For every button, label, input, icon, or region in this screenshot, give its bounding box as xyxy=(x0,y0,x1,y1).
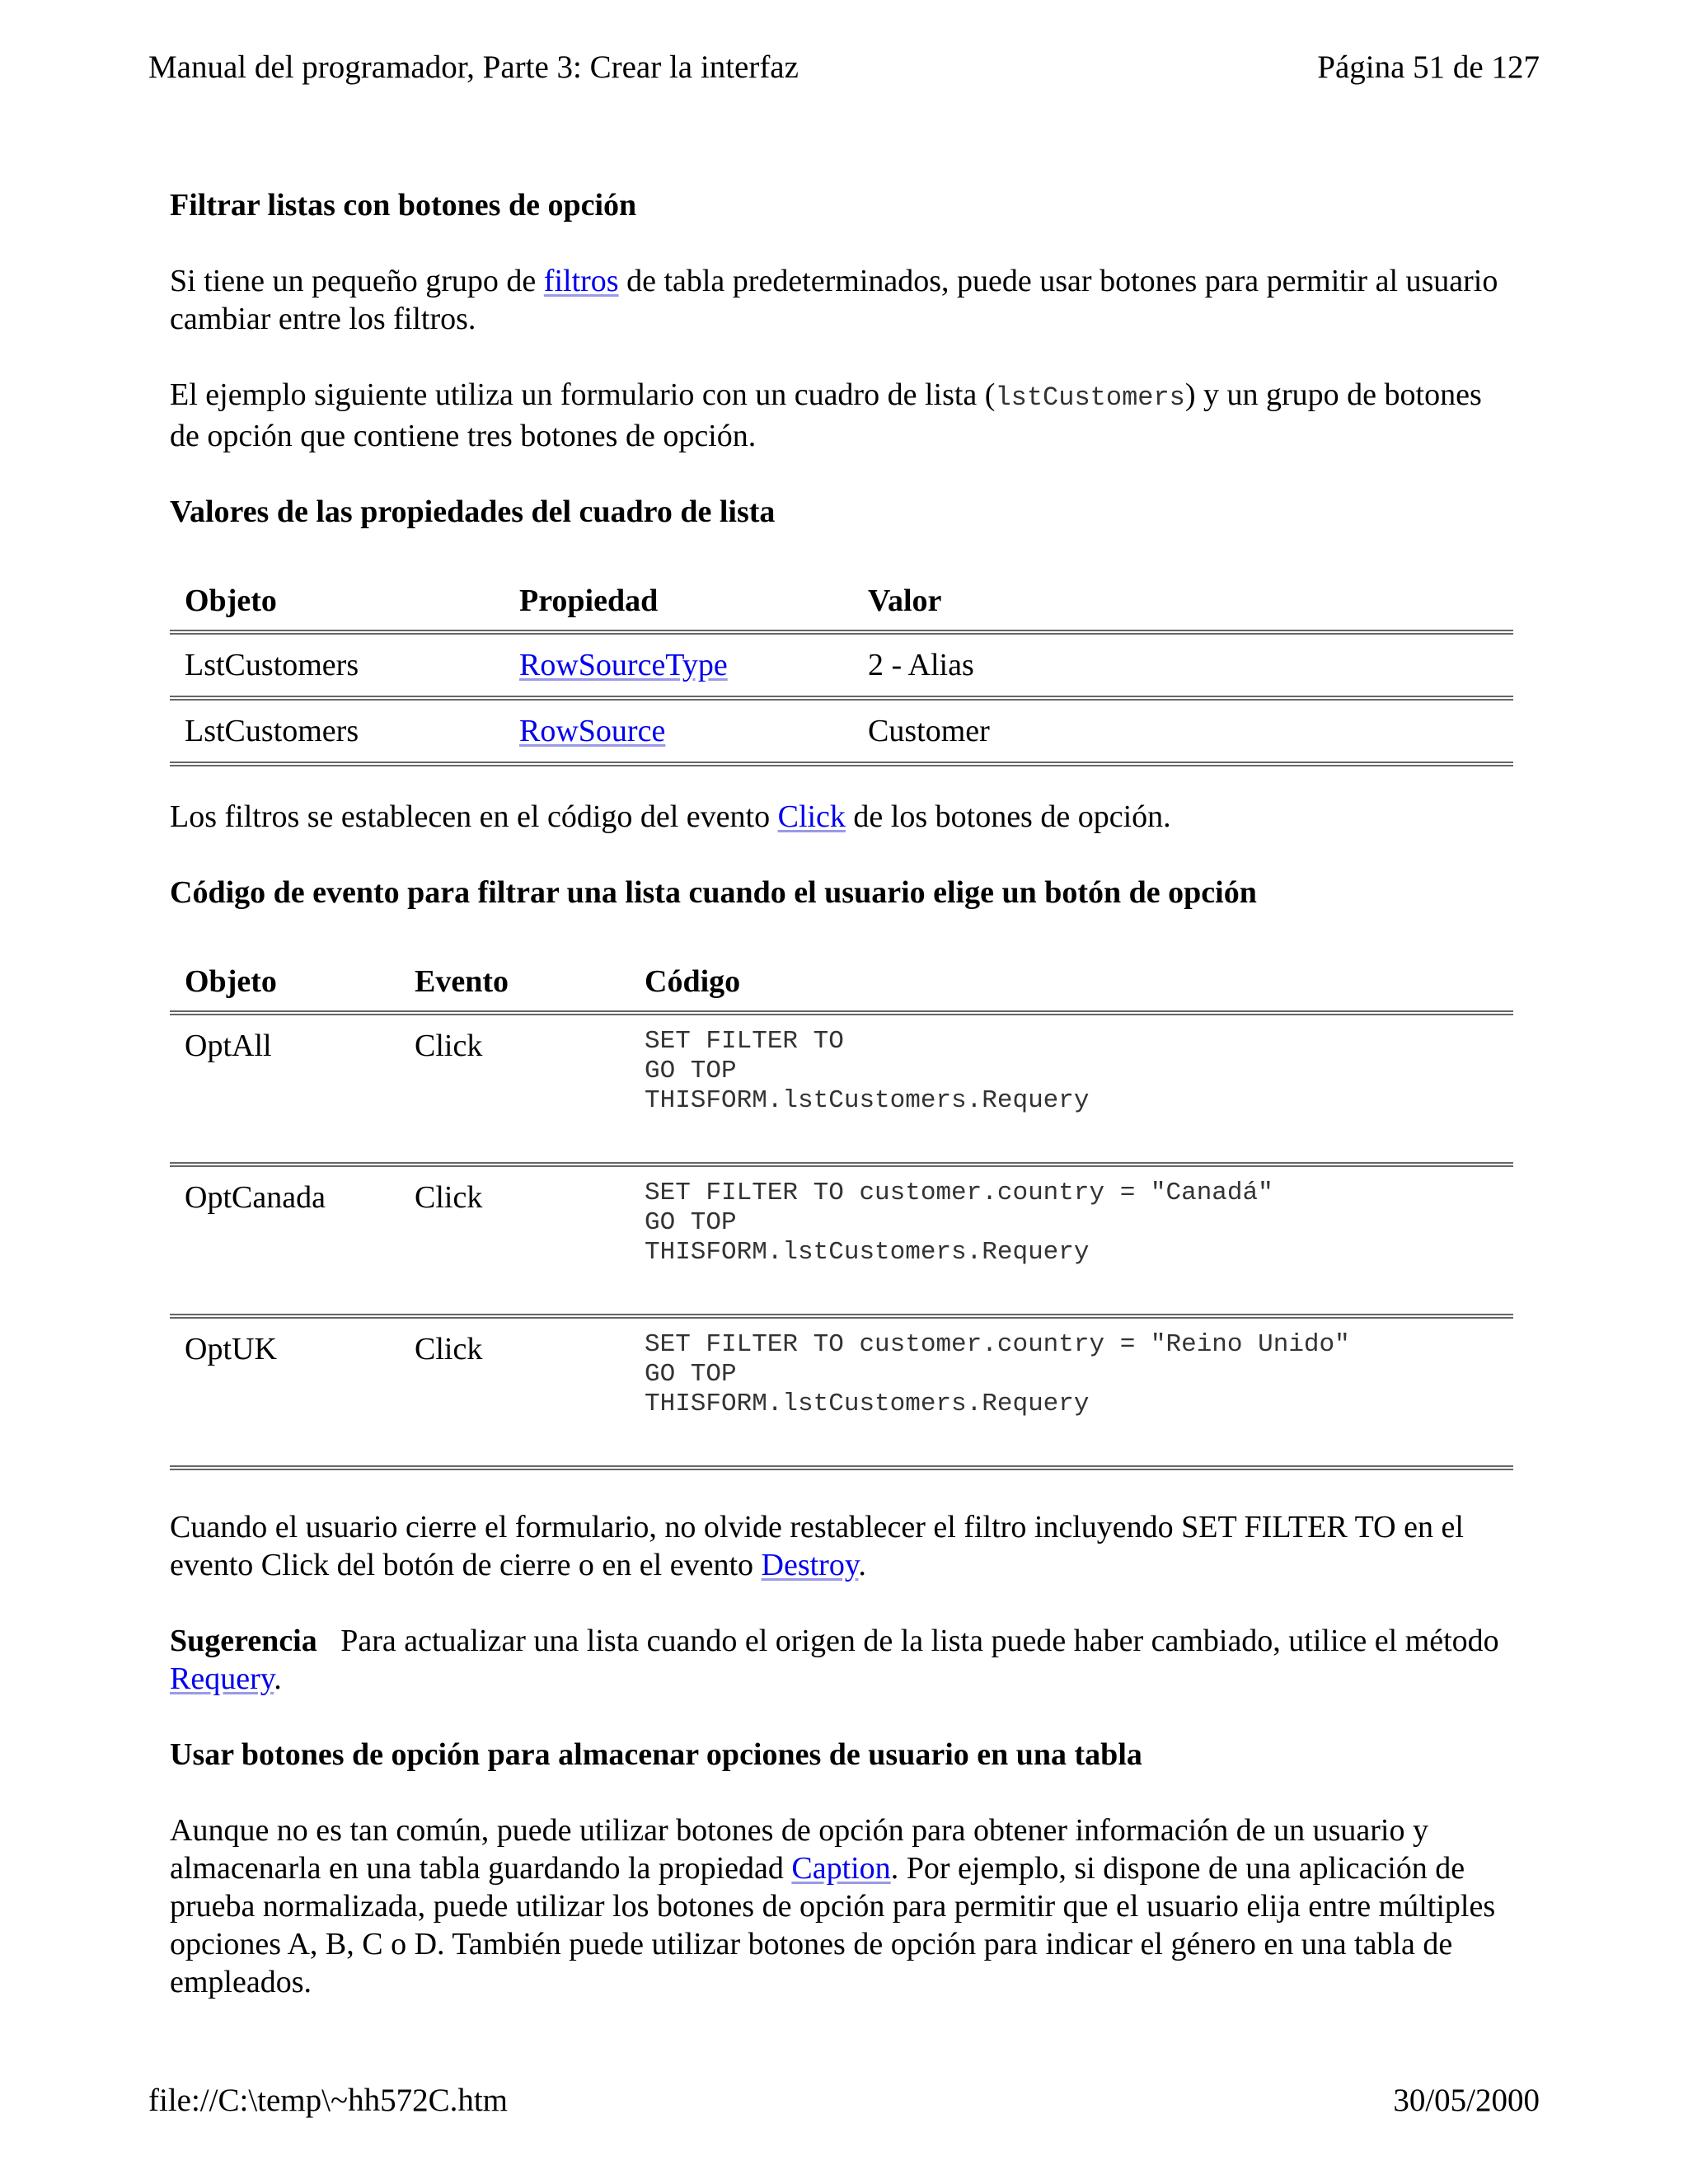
header-title: Manual del programador, Parte 3: Crear la interfaz xyxy=(148,49,799,85)
code-line: SET FILTER TO customer.country = "Canadá" xyxy=(645,1179,1273,1207)
section-title-almacenar: Usar botones de opción para almacenar opciones de usuario en una tabla xyxy=(170,1737,1142,1772)
table2-title: Código de evento para filtrar una lista cuando el usuario elige un botón de opción xyxy=(170,875,1257,910)
cell-objeto: OptCanada xyxy=(170,1165,400,1316)
table-header-row xyxy=(170,953,1513,1013)
cell-propiedad xyxy=(504,632,853,698)
table1-title: Valores de las propiedades del cuadro de lista xyxy=(170,494,776,529)
cell-propiedad xyxy=(504,698,853,764)
event-code-table xyxy=(170,953,1513,1470)
tip-label: Sugerencia xyxy=(170,1624,317,1658)
paragraph-filtros-click xyxy=(170,798,1513,836)
code-line: THISFORM.lstCustomers.Requery xyxy=(645,1238,1090,1267)
link-rowsourcetype[interactable]: RowSourceType xyxy=(519,648,728,682)
table-row xyxy=(170,1316,1513,1468)
cell-codigo xyxy=(630,1165,1513,1316)
cell-evento: Click xyxy=(400,1165,630,1316)
text: Aunque no es tan común, puede utilizar botones de opción para obtener información de un usuario y almacenarla en una tabla guardando la propiedad xyxy=(170,1813,1428,1886)
column-header-valor: Valor xyxy=(853,572,1513,632)
cell-objeto: LstCustomers xyxy=(170,632,504,698)
column-header-evento: Evento xyxy=(400,953,630,1013)
text: Cuando el usuario cierre el formulario, no olvide restablecer el filtro incluyendo SET FILTER TO en el evento Click del botón de cierre o en el evento xyxy=(170,1510,1464,1582)
text: ) y un grupo de botones de opción que contiene tres botones de opción. xyxy=(170,377,1482,453)
table-row xyxy=(170,698,1513,764)
code-line: GO TOP xyxy=(645,1208,737,1237)
cell-valor: 2 - Alias xyxy=(853,632,1513,698)
column-header-codigo: Código xyxy=(630,953,1513,1013)
paragraph-filtros xyxy=(170,262,1513,338)
header-page-number: Página 51 de 127 xyxy=(1317,49,1540,85)
page-header xyxy=(148,48,1540,87)
code-line: GO TOP xyxy=(645,1057,737,1085)
cell-evento: Click xyxy=(400,1013,630,1165)
footer-date: 30/05/2000 xyxy=(1393,2083,1540,2118)
cell-objeto: LstCustomers xyxy=(170,698,504,764)
paragraph-caption xyxy=(170,1811,1513,2001)
text: Si tiene un pequeño grupo de xyxy=(170,264,544,298)
table-header-row xyxy=(170,572,1513,632)
text: Los filtros se establecen en el código del evento xyxy=(170,799,778,834)
text: . Por ejemplo, si dispone de una aplicación de prueba normalizada, puede utilizar los botones de opción para permitir que el usuario elija entre múltiples opciones A, B, C o D. También puede utilizar botones de opción para indicar el género en una tabla de empleados. xyxy=(170,1851,1496,1999)
paragraph-cierre xyxy=(170,1508,1513,1584)
cell-codigo xyxy=(630,1316,1513,1468)
column-header-propiedad: Propiedad xyxy=(504,572,853,632)
text: Para actualizar una lista cuando el origen de la lista puede haber cambiado, utilice el método xyxy=(316,1624,1507,1658)
column-header-objeto: Objeto xyxy=(170,953,400,1013)
properties-table xyxy=(170,572,1513,766)
footer-file-path: file://C:\temp\~hh572C.htm xyxy=(148,2083,509,2118)
table-row xyxy=(170,1165,1513,1316)
table-row xyxy=(170,1013,1513,1165)
code-line: THISFORM.lstCustomers.Requery xyxy=(645,1390,1090,1418)
text: El ejemplo siguiente utiliza un formulario con un cuadro de lista ( xyxy=(170,377,996,412)
link-filtros[interactable]: filtros xyxy=(543,264,619,298)
cell-objeto: OptAll xyxy=(170,1013,400,1165)
table-row xyxy=(170,632,1513,698)
cell-evento: Click xyxy=(400,1316,630,1468)
text: . xyxy=(858,1548,866,1582)
text: de los botones de opción. xyxy=(845,799,1171,834)
paragraph-sugerencia xyxy=(170,1622,1513,1698)
column-header-objeto: Objeto xyxy=(170,572,504,632)
link-caption[interactable]: Caption xyxy=(791,1851,891,1886)
code-line: GO TOP xyxy=(645,1360,737,1389)
cell-valor: Customer xyxy=(853,698,1513,764)
link-requery[interactable]: Requery xyxy=(170,1661,274,1696)
link-rowsource[interactable]: RowSource xyxy=(519,714,666,748)
page-footer xyxy=(148,2081,1540,2121)
document-content xyxy=(170,186,1513,2001)
code-line: SET FILTER TO customer.country = "Reino Unido" xyxy=(645,1330,1350,1359)
paragraph-ejemplo xyxy=(170,376,1513,455)
code-line: THISFORM.lstCustomers.Requery xyxy=(645,1086,1090,1115)
link-destroy[interactable]: Destroy xyxy=(761,1548,859,1582)
inline-code-lstcustomers: lstCustomers xyxy=(995,382,1185,413)
cell-objeto: OptUK xyxy=(170,1316,400,1468)
text: . xyxy=(274,1661,282,1696)
cell-codigo xyxy=(630,1013,1513,1165)
code-line: SET FILTER TO xyxy=(645,1027,844,1056)
section-title-filtrar: Filtrar listas con botones de opción xyxy=(170,188,637,223)
text: de tabla predeterminados, puede usar botones para permitir al usuario cambiar entre los filtros. xyxy=(170,264,1498,336)
link-click[interactable]: Click xyxy=(777,799,846,834)
